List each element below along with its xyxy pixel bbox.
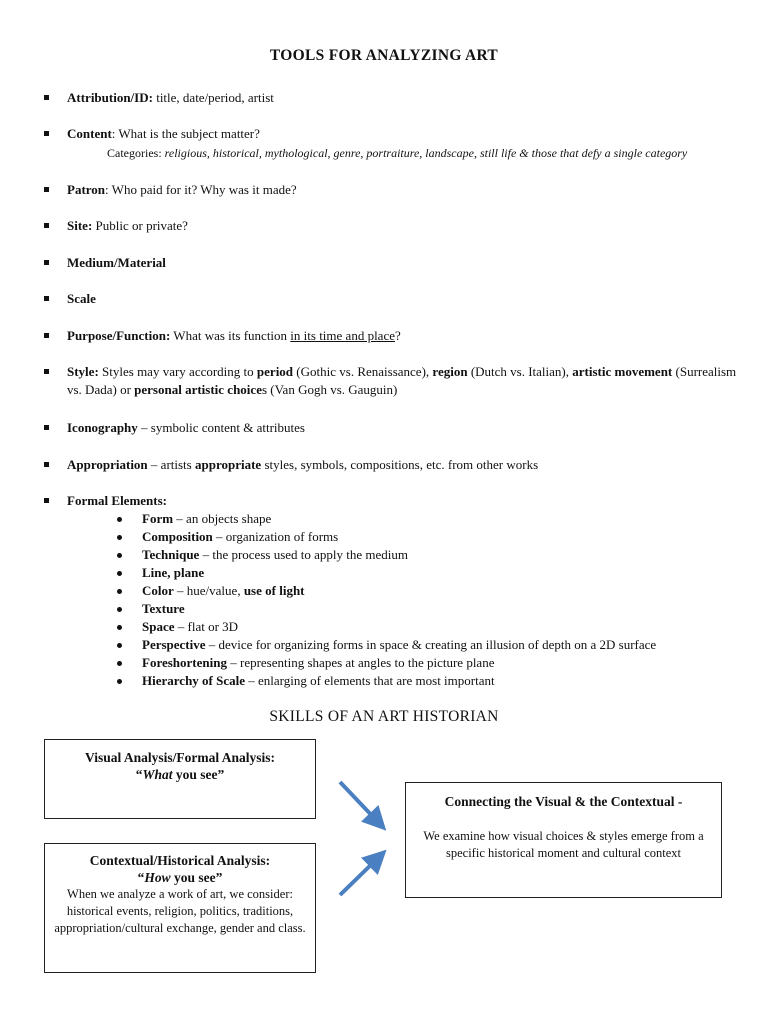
sub-item-label-2: use of light <box>243 583 305 598</box>
item-text: Public or private? <box>92 218 188 233</box>
sub-item-text: – organization of forms <box>212 529 339 544</box>
item-label: Iconography <box>67 420 138 435</box>
bullet-square-icon <box>44 95 49 100</box>
bullet-square-icon <box>44 369 49 374</box>
sub-item-text: – device for organizing forms in space & creating an illusion of depth on a 2D surface <box>205 637 657 652</box>
underlined-text: in its time and place <box>290 328 395 343</box>
visual-box-title: Visual Analysis/Formal Analysis: <box>84 750 276 765</box>
context-box-title: Contextual/Historical Analysis: <box>89 853 271 868</box>
appropriation-text-1: – artists <box>147 457 195 472</box>
bullet-square-icon <box>44 260 49 265</box>
contextual-analysis-box <box>44 843 316 973</box>
context-box-body: When we analyze a work of art, we consider: historical events, religion, politics, traditions, appropriation/cultural exchange, gender and class. <box>54 887 306 935</box>
connect-box-body: We examine how visual choices & styles emerge from a specific historical moment and cultural context <box>423 829 704 860</box>
skills-heading: SKILLS OF AN ART HISTORIAN <box>269 708 499 725</box>
sub-item-label: Space <box>142 619 175 634</box>
item-text: – symbolic content & attributes <box>137 420 305 435</box>
bullet-square-icon <box>44 187 49 192</box>
item-label: Formal Elements: <box>67 493 168 508</box>
bullet-square-icon <box>44 131 49 136</box>
style-text-4: (Surrealism vs. Dada) or <box>67 364 737 397</box>
item-label: Attribution/ID: <box>67 90 153 105</box>
item-text: What was its function <box>170 328 291 343</box>
quote-rest: you see” <box>170 870 223 885</box>
item-label: Style: <box>67 364 99 379</box>
sub-item-label: Texture <box>142 601 185 616</box>
item-text: : What is the subject matter? <box>111 126 260 141</box>
bullet-dot-icon <box>117 535 122 540</box>
connecting-box <box>405 782 722 898</box>
item-text: : Who paid for it? Why was it made? <box>105 182 297 197</box>
item-text-after: ? <box>395 328 401 343</box>
bullet-dot-icon <box>117 643 122 648</box>
sub-item-label: Composition <box>142 529 213 544</box>
bullet-square-icon <box>44 425 49 430</box>
style-text-2: (Gothic vs. Renaissance), <box>293 364 433 379</box>
connect-box-title: Connecting the Visual & the Contextual - <box>444 794 683 809</box>
sub-item-text: – the process used to apply the medium <box>199 547 409 562</box>
item-label: Content <box>67 126 112 141</box>
sub-item-text: – flat or 3D <box>174 619 239 634</box>
bullet-dot-icon <box>117 607 122 612</box>
style-text-5: s (Van Gogh vs. Gauguin) <box>261 382 398 397</box>
item-label: Purpose/Function: <box>67 328 171 343</box>
bullet-dot-icon <box>117 625 122 630</box>
quote-emphasis: How <box>144 870 171 885</box>
bullet-square-icon <box>44 498 49 503</box>
item-label: Patron <box>67 182 106 197</box>
sub-item-label: Perspective <box>142 637 206 652</box>
quote-emphasis: What <box>142 767 173 782</box>
quote-open: “ <box>135 767 143 782</box>
bullet-square-icon <box>44 333 49 338</box>
sub-item-text: – representing shapes at angles to the picture plane <box>226 655 495 670</box>
sub-item-text: – an objects shape <box>173 511 272 526</box>
sub-item-label: Color <box>142 583 174 598</box>
bullet-dot-icon <box>117 571 122 576</box>
categories-list: religious, historical, mythological, genre, portraiture, landscape, still life & those that defy a single category <box>164 146 688 160</box>
bullet-dot-icon <box>117 589 122 594</box>
appropriation-bold: appropriate <box>194 457 262 472</box>
categories-prefix: Categories: <box>107 146 165 160</box>
quote-open: “ <box>137 870 145 885</box>
appropriation-text-2: styles, symbols, compositions, etc. from other works <box>261 457 539 472</box>
bullet-square-icon <box>44 462 49 467</box>
sub-item-label: Technique <box>142 547 200 562</box>
bullet-dot-icon <box>117 661 122 666</box>
bullet-square-icon <box>44 223 49 228</box>
style-bold-4: personal artistic choice <box>134 382 262 397</box>
context-box-quote <box>53 869 307 886</box>
sub-item-label: Foreshortening <box>142 655 227 670</box>
sub-item-label: Line, plane <box>142 565 205 580</box>
item-label: Site: <box>67 218 93 233</box>
style-bold-1: period <box>256 364 294 379</box>
quote-rest: you see” <box>172 767 225 782</box>
sub-item-label: Form <box>142 511 174 526</box>
visual-box-quote <box>45 766 315 783</box>
sub-item-label: Hierarchy of Scale <box>142 673 246 688</box>
bullet-dot-icon <box>117 553 122 558</box>
sub-item-text: – enlarging of elements that are most important <box>245 673 495 688</box>
style-bold-3: artistic movement <box>572 364 673 379</box>
item-label: Medium/Material <box>67 255 166 270</box>
item-label: Scale <box>67 291 96 306</box>
arrow-down-right-icon <box>340 782 378 822</box>
sub-item-text: – hue/value, <box>173 583 244 598</box>
style-bold-2: region <box>432 364 468 379</box>
bullet-dot-icon <box>117 517 122 522</box>
item-label: Appropriation <box>67 457 148 472</box>
arrow-up-right-icon <box>340 858 378 895</box>
bullet-dot-icon <box>117 679 122 684</box>
style-text-1: Styles may vary according to <box>98 364 257 379</box>
visual-analysis-box <box>44 739 316 819</box>
item-text: title, date/period, artist <box>152 90 274 105</box>
bullet-square-icon <box>44 296 49 301</box>
style-text-3: (Dutch vs. Italian), <box>467 364 573 379</box>
page-title: TOOLS FOR ANALYZING ART <box>269 47 499 64</box>
